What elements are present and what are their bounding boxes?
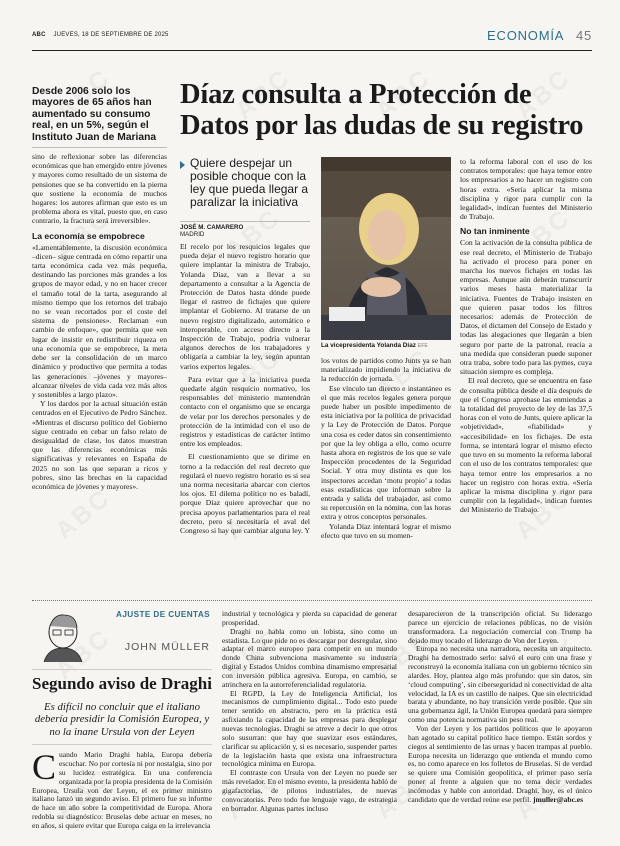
- opinion-column-left: [32, 610, 212, 831]
- location: MADRID: [180, 231, 205, 238]
- column-paragraph: El RGPD, la Ley de Inteligencia Artificial, los mecanismos de cumplimiento digital... Todo esto puede tener sentido en abstracto, pero en la práctica está asfixiando la capacidad de las empresas para desplegar nuevas tecnologías. Draghi se atreve a decir lo que otros solo susurran: que hay que suavizar esos estándares, clarificar su aplicación y, si es necesario, suspender partes de la legislación hasta que exista una infraestructura tecnológica mínima en Europa.: [222, 688, 397, 769]
- sidebar-paragraph: «Lamentablemente, la discusión económica –dicen– sigue centrada en cómo repartir una tarta económica cada vez más pequeña, destinando las porciones más grandes a los grupos de mayor edad, y no en hacer crecer el tamaño total de la tarta, asegurando al mismo tiempo que los retornos del trabajo no se vean recortados por el coste del sistema de pensiones». Reclaman «un cambio de enfoque», que permita que «en lugar de insistir en redistribuir riqueza en una economía que se empobrece, la meta debe ser la consolidación de un marco dinámico y productivo que permita a todas las generaciones –jóvenes y mayores– alcanzar niveles de vida cada vez más altos y sostenibles a largo plazo».: [32, 242, 167, 399]
- column-paragraph: industrial y tecnológica y pierda su capacidad de generar prosperidad.: [222, 609, 397, 627]
- author-email-link[interactable]: jmuller@abc.es: [532, 794, 584, 804]
- article-paragraph: los votos de partidos como Junts ya se han materializado impidiendo la iniciativa de la reducción de jornada.: [321, 356, 451, 384]
- photo-yolanda-diaz: [321, 157, 451, 340]
- author-name: JOSÉ M. CAMARERO: [180, 224, 244, 231]
- watermark: [50, 483, 117, 546]
- article-paragraph: to la reforma laboral con el uso de los contratos temporales: que haya temor entre los empresarios a no hacer un registro con horas extra. «Sería aplicar la misma disciplina y rigor para cumplir con la legalidad», indican fuentes del Ministerio de Trabajo.: [460, 157, 592, 222]
- photo-caption: [321, 342, 451, 349]
- drop-cap: C: [32, 747, 57, 788]
- byline: [180, 221, 310, 238]
- headline: Díaz consulta a Protección de Datos por las dudas de su registro: [180, 79, 584, 141]
- caption-text: La vicepresidenta Yolanda Díaz: [321, 342, 416, 349]
- column-body: [32, 747, 212, 831]
- main-article: [180, 56, 592, 141]
- column-paragraph: Europa no necesita una narradora, necesita un arquitecto. Draghi ha demostrado serlo: salvó el euro con una frase y reconstruyó la economía italiana con un gobierno técnico sin alardes. Hoy, plantea algo más profundo: que sin datos, sin ‘cloud computing’, sin ciberseguridad ni conectividad de alta velocidad, la IA es un castillo de naipes. Que sin electricidad barata y abundante, no hay transición verde posible. Que sin una gobernanza ágil, la Unión Europea quedará para siempre como una potencia normativa sin peso real.: [408, 644, 592, 725]
- page-number: 45: [575, 28, 592, 43]
- article-paragraph: El recelo por los resquicios legales que pueda dejar el nuevo registro horario que quiere implantar la ministra de Trabajo, Yolanda Díaz, van a llevar a su departamento a consultar a la Agencia de Protección de Datos hasta dónde puede llegar el rastreo de fichajes que quiere implantar el Gobierno. Al tratarse de un nuevo registro digitalizado, automático e interoperable, con acceso directo a la Inspección de Trabajo, podría vulnerar algunos derechos de los trabajadores y obligaría a cambiar la ley, según apuntan varios expertos legales.: [180, 242, 310, 371]
- portrait-photo-icon: [321, 157, 451, 340]
- author-portrait-icon: [34, 610, 92, 662]
- sidebar-paragraph: sino de reflexionar sobre las diferencias económicas que han emergido entre jóvenes y mayores como resultado de un sistema de pensiones que se ha convertido en la pierna que sostiene la economía de muchos hogares: los autores afirman que esto es un problema ahora es vital, puesto que, en caso contrario, la fractura será irreversible».: [32, 152, 167, 226]
- column-paragraph: desaparecieron de la transcripción oficial. Su liderazgo parece un ejercicio de relaciones públicas, no de visión transformadora. La negociación comercial con Trump ha dejado muy tocado el liderazgo de Von der Leyen.: [408, 609, 592, 645]
- column-deck: Es difícil no concluir que el italiano debería presidir la Comisión Europea, y no la inane Ursula von der Leyen: [32, 701, 212, 745]
- column-paragraph: uando Mario Draghi habla, Europa debería escuchar. No por cortesía ni por nostalgia, sino por su lucidez estratégica. En una conferencia organizada por la propia presidenta de la Comisión Europea, Ursula von der Leyen, el ex primer ministro italiano lanzó un segundo aviso. El primero fue su informe de hace un año sobre la competitividad de Europa. Ahora redobla su diagnóstico: Bruselas debe actuar en meses, no en años, si quiere evitar que Europa caiga en la irrelevancia: [32, 750, 212, 830]
- section-name: ECONOMÍA: [487, 28, 564, 43]
- column-paragraph: El contraste con Ursula von der Leyen no puede ser más revelador. En el mismo evento, la presidenta habló de gigafactorías, de pilotos industriales, de nuevas convocatorias. Pero todo fue lenguaje vago, de estrategia en borrador. Algunas partes incluso: [222, 768, 397, 813]
- article-paragraph: Para evitar que a la iniciativa pueda quedarle algún resquicio normativo, los responsables del ministerio mantendrán contacto con el organismo que se encarga de velar por los derechos personales y de protección de la intimidad con el uso de registros y estadísticas de carácter íntimo entre los empleados.: [180, 374, 310, 449]
- column-author: JOHN MÜLLER: [124, 641, 210, 653]
- article-column-1: [180, 157, 310, 535]
- article-paragraph: Con la activación de la consulta pública de ese real decreto, el Ministerio de Trabajo ha activado el proceso para poner en marcha los nuevos fichajes en todas las empresas. Aunque aún deberán transcurrir varios meses hasta materializar la iniciativa. Fuentes de Trabajo insisten en que quieren pasar todos los filtros necesarios: además de Protección de Datos, el dictamen del Consejo de Estado y todas las alegaciones que llegarán a bien seguro por parte de la patronal, reacia a una medida que consideran puede suponer otra traba, sobre todo para las pymes, cuya situación siempre es compleja.: [460, 238, 593, 377]
- column-label: AJUSTE DE CUENTAS: [116, 610, 210, 619]
- article-paragraph: El cuestionamiento que se dirime en torno a la redacción del real decreto que regulará el nuevo registro horario es si sea una norma necesitaria abarcar con ciertos los ojos. El dilema político no es baladí, porque Díaz quiere aprovechar que no precisa apoyos parlamentarios para el real decreto, pero sí necesitaría el aval del Congreso si hay que cambiar alguna ley. Y: [180, 452, 310, 536]
- opinion-column-right: [408, 610, 592, 805]
- deck: [180, 157, 310, 209]
- sidebar-teaser: Desde 2006 solo los mayores de 65 años han aumentado su consumo real, en un 5%, según el Instituto Juan de Mariana: [32, 56, 167, 148]
- header-right: [487, 28, 592, 43]
- article-column-3: [460, 157, 592, 515]
- sidebar-article: [32, 56, 167, 491]
- deck-text: Quiere despejar un posible choque con la ley que pueda llegar a paralizar la iniciativa: [190, 156, 309, 209]
- column-paragraph: [408, 725, 592, 805]
- sidebar-paragraph: Y los dardos por la actual situación están centrados en el Ejecutivo de Pedro Sánchez. «Mientras el discurso político del Gobierno sigue centrado en cebar un falso relato de desigualdad de clase, los datos muestran que las diferencias económicas más significativas y relevantes en España de 2025 no son las que separan a ricos y pobres, sino las brechas en la capacidad económica de jóvenes y mayores».: [32, 399, 167, 491]
- photo-credit: EFE: [417, 343, 428, 349]
- article-paragraph: Ese vínculo tan directo e instantáneo es el que más recelos legales genera porque puede haber un posible impedimento de esta iniciativa por la política de privacidad y la Ley de Protección de Datos. Porque una cosa es ceder datos sin consentimiento por que la ley obliga a ello, como ocurre hasta ahora en registros de los que se vale Inspección procedentes de la Seguridad Social. Y otra muy distinta es que los inspectores accedan ‘motu propio’ a todas esas estadísticas que informan sobre la entrada y salida del trabajador, así como su repercusión en la nómina, con las horas extra y otros conceptos personales.: [321, 383, 451, 522]
- column-paragraph: Draghi no habla como un lobista, sino como un estadista. Lo que pide no es descargar por desregular, sino adaptar el marco europeo para competir en un mundo donde China subvenciona masivamente su industria digital y Estados Unidos combina dinamismo empresarial con inversión pública agresiva. Europa, en cambio, se atrinchera en la autorreferencialidad regulatoria.: [222, 626, 397, 689]
- article-column-2: [321, 356, 451, 540]
- issue-date: JUEVES, 18 DE SEPTIEMBRE DE 2025: [53, 32, 169, 38]
- article-subhead: No tan inminente: [460, 226, 530, 237]
- page-header: [32, 28, 592, 46]
- article-paragraph: El real decreto, que se encuentra en fase de consulta pública desde el día después de que el Congreso aprobase las enmiendas a la totalidad del proyecto de ley de las 37,5 horas con el voto de Junts, quiere aplicar la «objetividad», «fiabilidad» y «accesibilidad» en los fichajes. De esta forma, se intentará lograr el mismo efecto que tuvo en su momento la reforma laboral con el uso de los contratos temporales: que haya temor entre los empresarios a no hacer un registro con horas extra. «Sería aplicar la misma disciplina y rigor para cumplir con la legalidad», indican fuentes del Ministerio de Trabajo.: [460, 376, 592, 515]
- header-rule: [32, 50, 592, 51]
- sidebar-subhead: La economía se empobrece: [32, 230, 145, 241]
- article-paragraph: Yolanda Díaz intentará lograr el mismo efecto que tuvo en su momen-: [321, 521, 451, 540]
- section-divider: [32, 600, 592, 601]
- header-left: [32, 32, 169, 38]
- triangle-bullet-icon: [180, 161, 185, 169]
- column-paragraph-text: Von der Leyen y los partidos políticos que le apoyaron han agotado su capital político hace tiempo. Están sordos y ciegos al sentimiento de las urnas y hacen trampas al pueblo. Europa necesita un liderazgo que entienda el mundo como es, no como aparece en los folletos de Bruselas. Si de verdad se quiere una Comisión geopolítica, el primer paso sería poner al frente a alguien que no tema decir verdades incómodas y hable con autoridad. Draghi, hoy, es el único candidato que de verdad reúne ese perfil.: [408, 723, 592, 804]
- brand: ABC: [32, 32, 46, 38]
- column-title: Segundo aviso de Draghi: [32, 669, 212, 694]
- opinion-column-middle: [222, 610, 397, 813]
